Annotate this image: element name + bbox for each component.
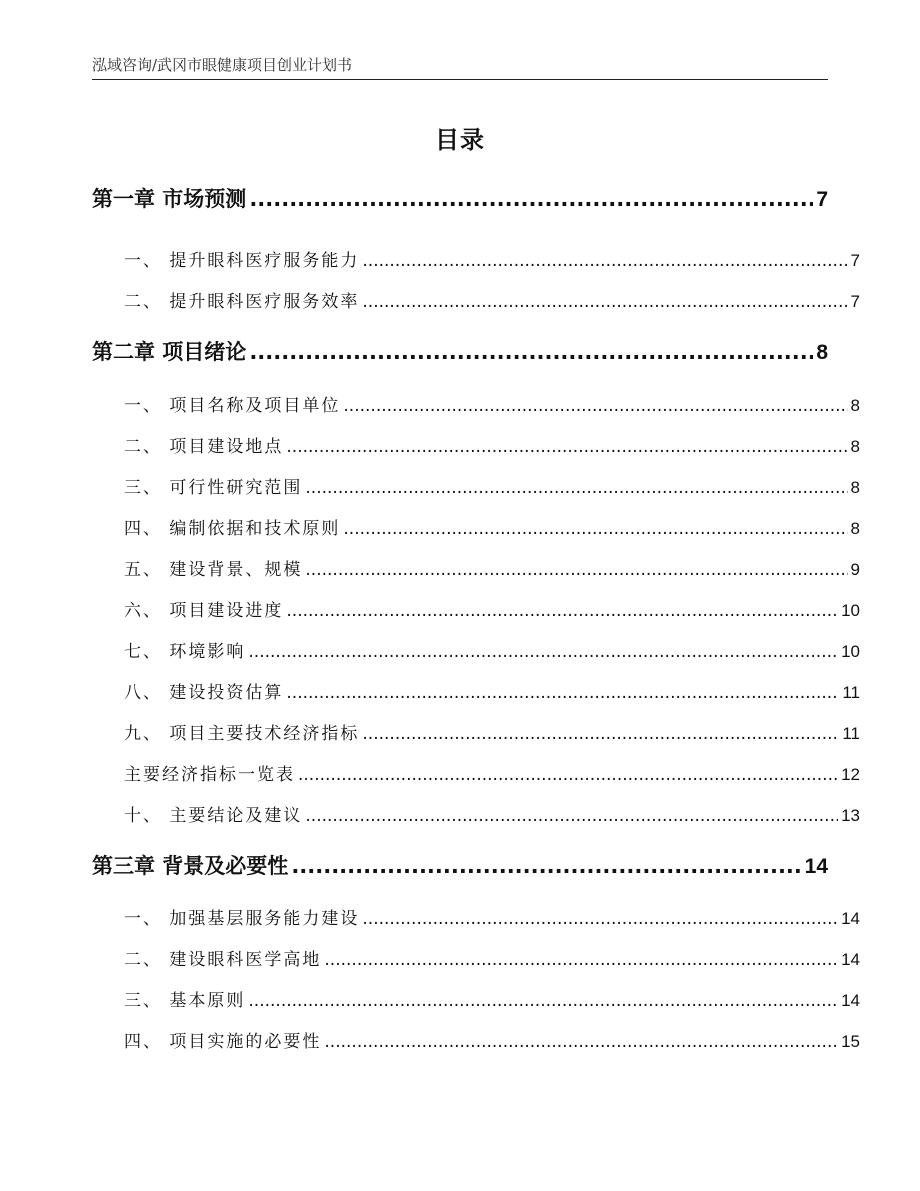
toc-entry-label: 第二章 项目绪论	[92, 340, 247, 364]
toc-entry-page: 8	[850, 437, 860, 456]
toc-leader-dots	[248, 991, 838, 1011]
toc-entry-page: 9	[850, 560, 860, 579]
toc-section-entry[interactable]	[92, 596, 860, 621]
toc-entry-label: 主要经济指标一览表	[124, 765, 295, 785]
toc-section-entry[interactable]	[92, 945, 860, 970]
toc-section-entry[interactable]	[92, 986, 860, 1011]
toc-entry-label: 一、 加强基层服务能力建设	[124, 909, 360, 929]
toc-leader-dots	[324, 1032, 838, 1052]
toc-section-entry[interactable]	[92, 391, 860, 416]
toc-title: 目录	[435, 126, 485, 154]
toc-section-entry[interactable]	[92, 719, 860, 744]
toc-entry-page: 10	[841, 642, 860, 661]
toc-leader-dots	[362, 724, 839, 744]
toc-entry-page: 8	[850, 519, 860, 538]
toc-entry-page: 7	[816, 188, 828, 211]
toc-entry-label: 四、 编制依据和技术原则	[124, 519, 341, 539]
toc-entry-page: 14	[841, 950, 860, 969]
toc-entry-label: 二、 提升眼科医疗服务效率	[124, 292, 360, 312]
toc-entry-page: 12	[841, 765, 860, 784]
toc-entry-page: 15	[841, 1032, 860, 1051]
toc-entry-label: 七、 环境影响	[124, 642, 246, 662]
toc-leader-dots	[343, 519, 847, 539]
toc-entry-page: 11	[842, 683, 860, 702]
toc-leader-dots	[362, 251, 847, 271]
toc-leader-dots	[305, 806, 838, 826]
toc-section-entry[interactable]	[92, 287, 860, 312]
toc-entry-page: 8	[816, 341, 828, 364]
toc-section-entry[interactable]	[92, 801, 860, 826]
toc-section-entry[interactable]	[92, 1027, 860, 1052]
toc-entry-page: 8	[850, 478, 860, 497]
toc-entry-page: 10	[841, 601, 860, 620]
toc-section-entry[interactable]	[92, 904, 860, 929]
toc-entry-label: 第一章 市场预测	[92, 187, 247, 211]
toc-section-entry[interactable]	[92, 678, 860, 703]
toc-entry-label: 第三章 背景及必要性	[92, 854, 289, 878]
toc-chapter-entry[interactable]	[92, 336, 828, 366]
toc-leader-dots	[298, 765, 838, 785]
toc-leader-dots	[248, 642, 838, 662]
toc-leader-dots	[362, 292, 847, 312]
toc-leader-dots	[324, 950, 838, 970]
toc-leader-dots	[249, 340, 813, 364]
toc-section-entry[interactable]	[92, 514, 860, 539]
toc-leader-dots	[286, 601, 838, 621]
toc-entry-label: 二、 建设眼科医学高地	[124, 950, 322, 970]
running-header: 泓域咨询/武冈市眼健康项目创业计划书	[92, 56, 353, 74]
toc-entry-page: 14	[841, 991, 860, 1010]
header-divider	[92, 79, 828, 80]
toc-leader-dots	[305, 478, 847, 498]
toc-entry-page: 14	[841, 909, 860, 928]
toc-table-entry[interactable]	[92, 760, 860, 785]
toc-entry-label: 八、 建设投资估算	[124, 683, 284, 703]
toc-chapter-entry[interactable]	[92, 850, 828, 880]
toc-leader-dots	[362, 909, 838, 929]
toc-leader-dots	[249, 187, 813, 211]
toc-section-entry[interactable]	[92, 473, 860, 498]
toc-entry-label: 一、 项目名称及项目单位	[124, 396, 341, 416]
toc-entry-page: 11	[842, 724, 860, 743]
toc-entry-page: 13	[841, 806, 860, 825]
toc-section-entry[interactable]	[92, 246, 860, 271]
toc-leader-dots	[305, 560, 847, 580]
toc-entry-label: 四、 项目实施的必要性	[124, 1032, 322, 1052]
toc-entry-label: 十、 主要结论及建议	[124, 806, 303, 826]
toc-leader-dots	[343, 396, 847, 416]
toc-section-entry[interactable]	[92, 555, 860, 580]
toc-entry-page: 14	[804, 855, 828, 878]
toc-entry-label: 五、 建设背景、规模	[124, 560, 303, 580]
toc-section-entry[interactable]	[92, 432, 860, 457]
toc-chapter-entry[interactable]	[92, 183, 828, 213]
toc-leader-dots	[286, 437, 847, 457]
toc-entry-label: 二、 项目建设地点	[124, 437, 284, 457]
toc-entry-label: 三、 基本原则	[124, 991, 246, 1011]
toc-entry-label: 三、 可行性研究范围	[124, 478, 303, 498]
toc-entry-label: 一、 提升眼科医疗服务能力	[124, 251, 360, 271]
toc-entry-page: 8	[850, 396, 860, 415]
toc-leader-dots	[286, 683, 839, 703]
toc-leader-dots	[291, 854, 801, 878]
toc-entry-page: 7	[850, 251, 860, 270]
toc-entry-label: 九、 项目主要技术经济指标	[124, 724, 360, 744]
toc-section-entry[interactable]	[92, 637, 860, 662]
toc-entry-label: 六、 项目建设进度	[124, 601, 284, 621]
toc-entry-page: 7	[850, 292, 860, 311]
